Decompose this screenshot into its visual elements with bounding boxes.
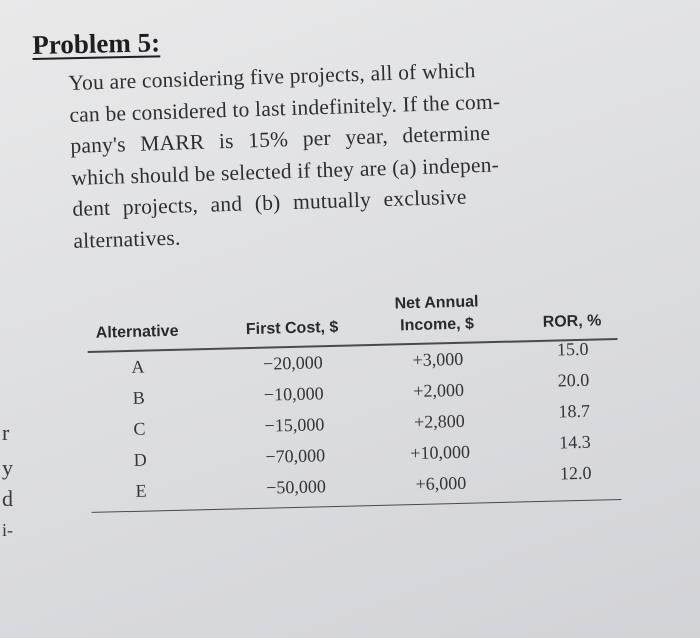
cell-net-income: +2,800 bbox=[413, 410, 465, 432]
problem-heading: Problem 5: bbox=[32, 27, 161, 60]
cell-net-income: +6,000 bbox=[415, 472, 467, 494]
cell-alternative: C bbox=[133, 418, 146, 439]
problem-line: alternatives. bbox=[73, 225, 181, 253]
header-net-annual-income bbox=[376, 291, 497, 338]
cell-ror: 20.0 bbox=[557, 369, 590, 391]
header-first-cost: First Cost, $ bbox=[245, 318, 339, 339]
table-body bbox=[88, 339, 632, 507]
cell-ror: 14.3 bbox=[558, 431, 591, 452]
cell-first-cost: −70,000 bbox=[265, 444, 326, 467]
margin-text-fragment: d bbox=[2, 486, 13, 511]
margin-text-fragment: r bbox=[2, 420, 10, 445]
header-ror: ROR, % bbox=[542, 312, 602, 331]
cell-alternative: A bbox=[131, 356, 145, 377]
cell-net-income: +2,000 bbox=[413, 379, 465, 401]
cell-net-income: +10,000 bbox=[410, 441, 471, 463]
cell-alternative: B bbox=[132, 387, 146, 408]
margin-text-fragment: y bbox=[2, 455, 13, 480]
header-alternative: Alternative bbox=[95, 322, 179, 342]
cell-first-cost: −50,000 bbox=[265, 475, 327, 498]
cell-ror: 18.7 bbox=[558, 400, 591, 421]
alternatives-table bbox=[86, 272, 631, 513]
margin-text-fragment: i- bbox=[2, 520, 13, 540]
cell-alternative: E bbox=[135, 480, 147, 501]
cell-first-cost: −15,000 bbox=[264, 413, 325, 436]
problem-line: can be considered to last indefinitely. If the com- bbox=[69, 88, 501, 127]
cell-first-cost: −20,000 bbox=[262, 351, 324, 374]
cell-ror: 15.0 bbox=[556, 338, 589, 360]
problem-line: which should be selected if they are (a) indepen- bbox=[71, 152, 500, 190]
problem-line: You are considering five projects, all of which bbox=[68, 58, 476, 95]
cell-first-cost: −10,000 bbox=[263, 382, 324, 405]
problem-line: pany's MARR is 15% per year, determine bbox=[70, 120, 491, 158]
problem-line: dent projects, and (b) mutually exclusive bbox=[72, 184, 467, 221]
problem-statement bbox=[68, 50, 634, 256]
header-income-line2: Income, $ bbox=[399, 315, 475, 335]
cell-ror: 12.0 bbox=[559, 462, 592, 483]
header-income-line1: Net Annual bbox=[394, 293, 479, 313]
cell-alternative: D bbox=[133, 449, 148, 470]
cell-net-income: +3,000 bbox=[412, 348, 464, 370]
